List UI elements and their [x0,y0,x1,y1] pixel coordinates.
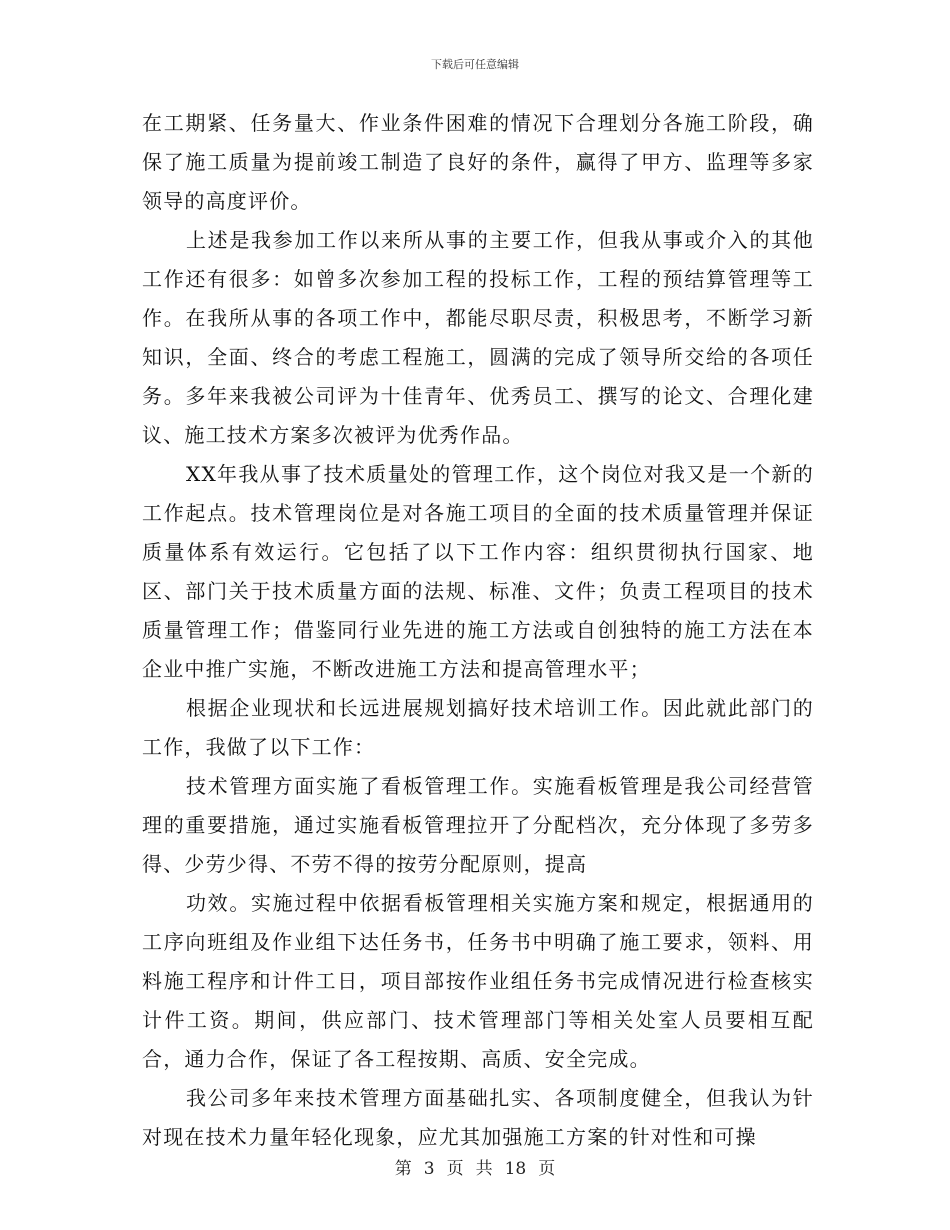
paragraph: 在工期紧、任务量大、作业条件困难的情况下合理划分各施工阶段，确保了施工质量为提前竣工制造了良好的条件，赢得了甲方、监理等多家领导的高度评价。 [142,111,814,213]
footer-page-number: 3 [423,1159,435,1179]
paragraph: 我公司多年来技术管理方面基础扎实、各项制度健全，但我认为针对现在技术力量年轻化现象，应尤其加强施工方案的针对性和可操 [142,1086,814,1149]
footer-total-word: 共 [475,1159,493,1179]
document-body [142,104,814,1157]
paragraph: 根据企业现状和长远进展规划搞好技术培训工作。因此就此部门的工作，我做了以下工作： [142,696,814,759]
paragraph: 上述是我参加工作以来所从事的主要工作，但我从事或介入的其他工作还有很多：如曾多次参加工程的投标工作，工程的预结算管理等工作。在我所从事的各项工作中，都能尽职尽责，积极思考，不断学习新知识，全面、终合的考虑工程施工，圆满的完成了领导所交给的各项任务。多年来我被公司评为十佳青年、优秀员工、撰写的论文、合理化建议、施工技术方案多次被评为优秀作品。 [142,228,814,447]
footer-suffix: 页 [538,1159,556,1179]
paragraph: 技术管理方面实施了看板管理工作。实施看板管理是我公司经营管理的重要措施，通过实施看板管理拉开了分配档次，充分体现了多劳多得、少劳少得、不劳不得的按劳分配原则，提高 [142,774,814,876]
footer-prefix: 第 [394,1159,412,1179]
paragraph: 功效。实施过程中依据看板管理相关实施方案和规定，根据通用的工序向班组及作业组下达任务书，任务书中明确了施工要求，领料、用料施工程序和计件工日，项目部按作业组任务书完成情况进行检查核实计件工资。期间，供应部门、技术管理部门等相关处室人员要相互配合，通力合作，保证了各工程按期、高质、安全完成。 [142,891,814,1071]
footer-page-word: 页 [446,1159,464,1179]
footer-total-pages: 18 [504,1159,527,1179]
page-header: 下载后可任意编辑 [431,58,519,71]
paragraph: XX年我从事了技术质量处的管理工作，这个岗位对我又是一个新的工作起点。技术管理岗位是对各施工项目的全面的技术质量管理并保证质量体系有效运行。它包括了以下工作内容：组织贯彻执行国家、地区、部门关于技术质量方面的法规、标准、文件；负责工程项目的技术质量管理工作；借鉴同行业先进的施工方法或自创独特的施工方法在本企业中推广实施，不断改进施工方法和提高管理水平； [142,462,814,681]
page-footer [0,1154,950,1179]
